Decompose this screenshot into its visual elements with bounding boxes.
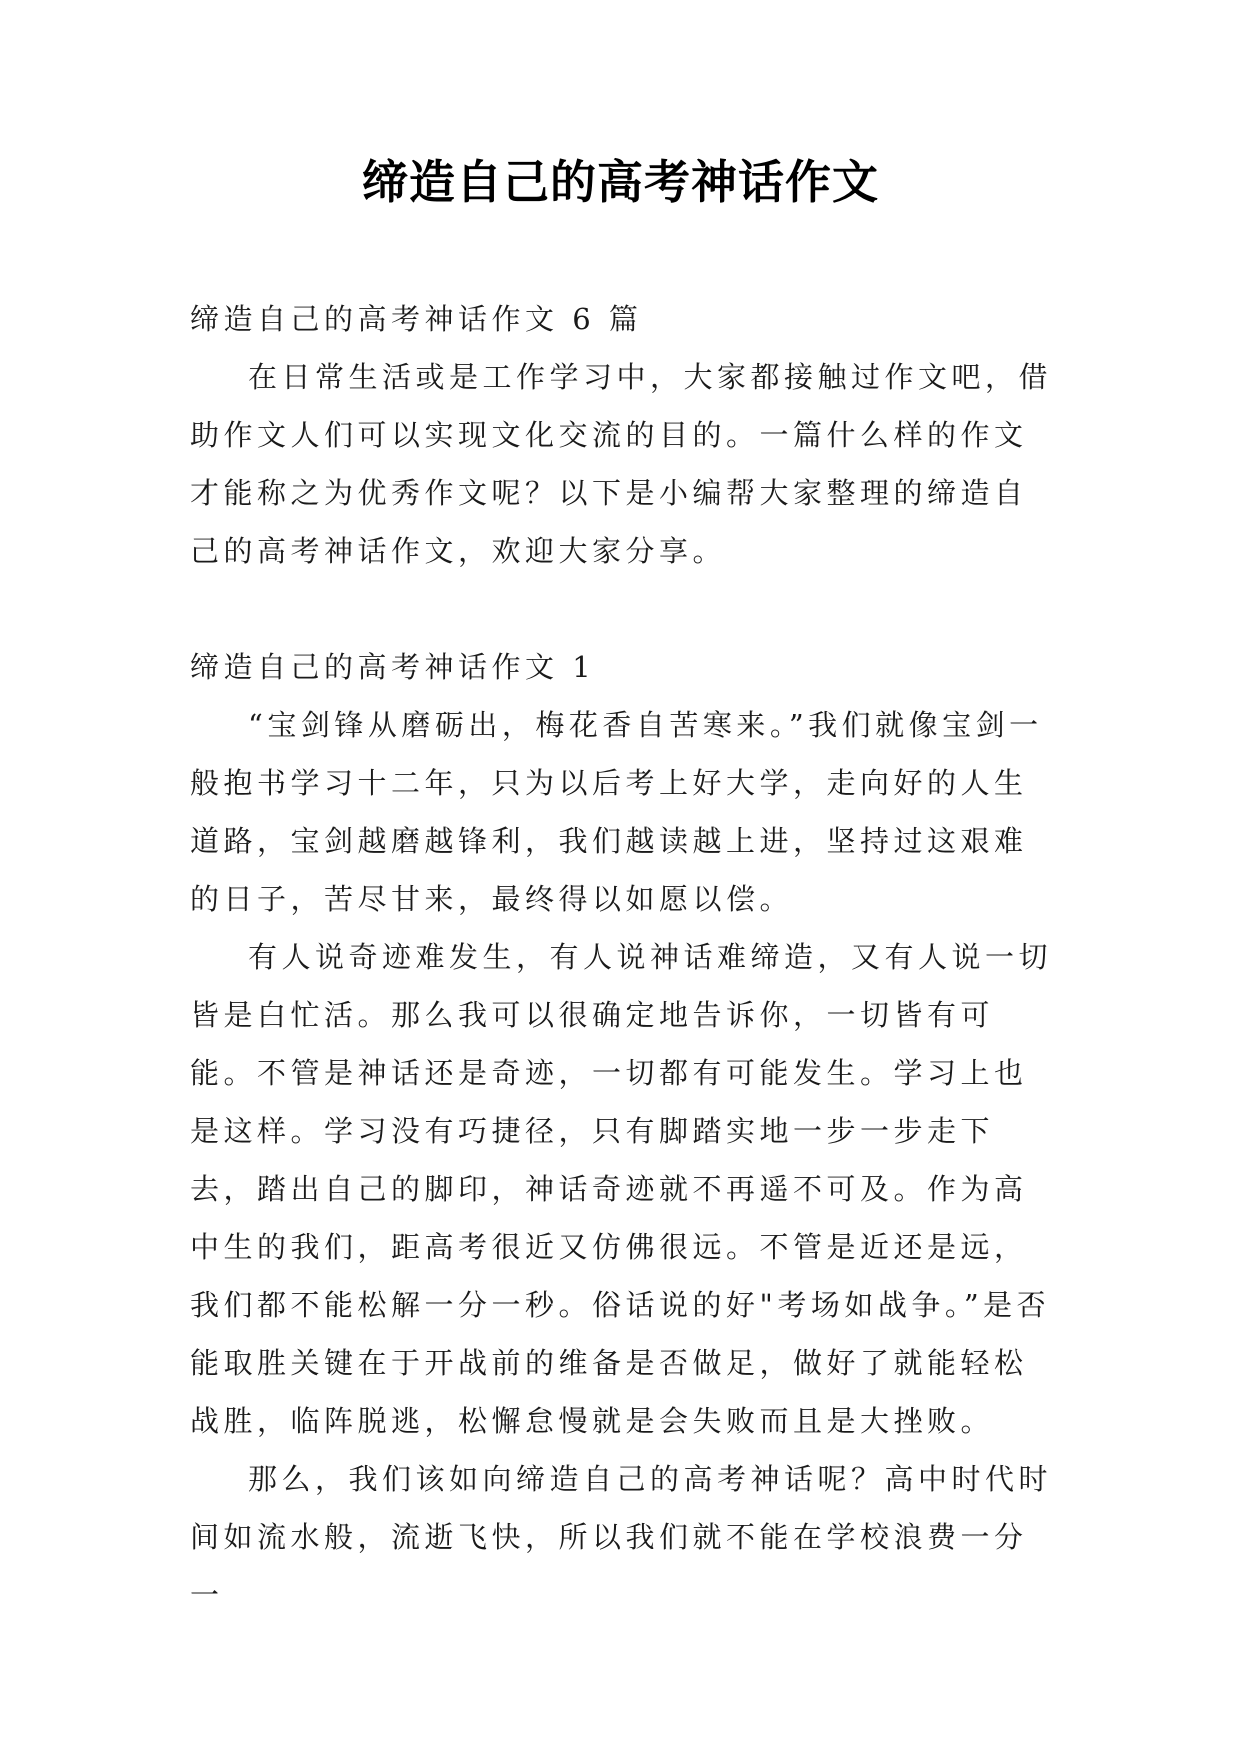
document-title: 缔造自己的高考神话作文 xyxy=(362,155,879,209)
body-paragraph: “宝剑锋从磨砺出，梅花香自苦寒来。”我们就像宝剑一般抱书学习十二年，只为以后考上好大学，走向好的人生道路，宝剑越磨越锋利，我们越读越上进，坚持过这艰难的日子，苦尽甘来，最终得以如愿以偿。 xyxy=(190,708,1043,916)
section-heading: 缔造自己的高考神话作文 1 xyxy=(190,650,596,684)
document-subtitle: 缔造自己的高考神话作文 6 篇 xyxy=(190,302,643,336)
body-paragraph: 有人说奇迹难发生，有人说神话难缔造，又有人说一切皆是白忙活。那么我可以很确定地告诉你，一切皆有可能。不管是神话还是奇迹，一切都有可能发生。学习上也是这样。学习没有巧捷径，只有脚踏实地一步一步走下去，踏出自己的脚印，神话奇迹就不再遥不可及。作为高中生的我们，距高考很近又仿佛很远。不管是近还是远，我们都不能松解一分一秒。俗话说的好"考场如战争。”是否能取胜关键在于开战前的维备是否做足，做好了就能轻松战胜，临阵脱逃，松懈怠慢就是会失败而且是大挫败。 xyxy=(190,940,1053,1438)
intro-paragraph: 在日常生活或是工作学习中，大家都接触过作文吧，借助作文人们可以实现文化交流的目的。一篇什么样的作文才能称之为优秀作文呢？以下是小编帮大家整理的缔造自己的高考神话作文，欢迎大家分享。 xyxy=(190,360,1053,568)
paragraph-spacer xyxy=(190,580,1060,638)
document-body xyxy=(190,290,1060,1624)
body-paragraph: 那么，我们该如向缔造自己的高考神话呢？高中时代时间如流水般，流逝飞快，所以我们就不能在学校浪费一分一 xyxy=(190,1462,1053,1612)
